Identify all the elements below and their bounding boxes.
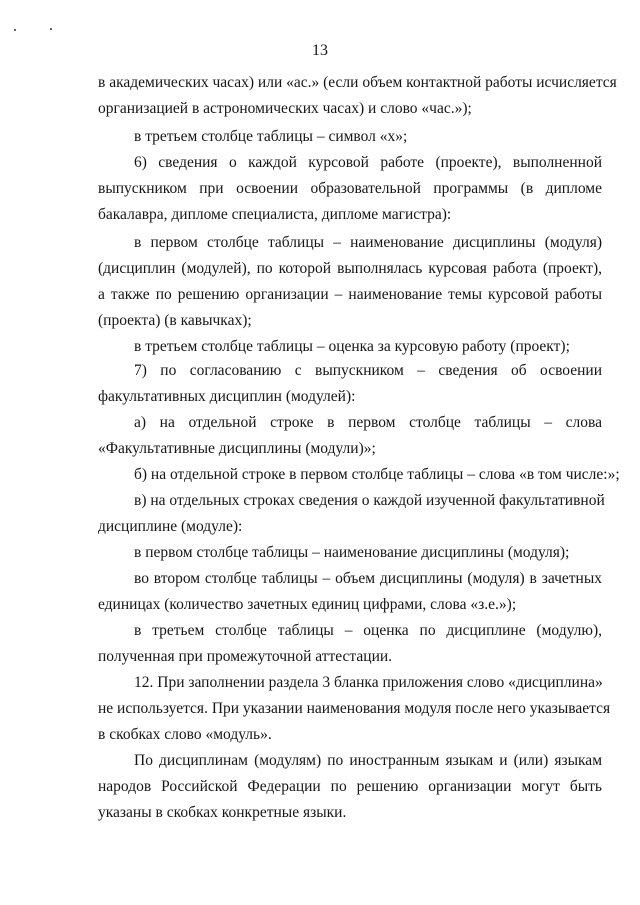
text-line: указаны в скобках конкретные языки. [98,804,347,821]
text-line: 7) по согласованию с выпускником – сведения об освоении [134,362,602,379]
text-line: не используется. При указании наименования модуля после него указывается [98,700,611,717]
text-line: 12. При заполнении раздела 3 бланка приложения слово «дисциплина» [134,674,603,691]
text-line: а также по решению организации – наименование темы курсовой работы [98,286,602,303]
text-line: (дисциплин (модулей), по которой выполнялась курсовая работа (проект), [98,260,602,277]
text-line: в) на отдельных строках сведения о каждой изученной факультативной [134,492,605,509]
text-line: в академических часах) или «ас.» (если объем контактной работы исчисляется [98,74,617,91]
text-line: б) на отдельной строке в первом столбце таблицы – слова «в том числе:»; [134,466,620,483]
text-line: (проекта) (в кавычках); [98,312,252,329]
text-line: в скобках слово «модуль». [98,726,272,743]
text-line: а) на отдельной строке в первом столбце таблицы – слова [134,414,602,431]
text-line: в третьем столбце таблицы – символ «х»; [134,128,408,145]
text-line: дисциплине (модуле): [98,518,243,535]
text-line: в третьем столбце таблицы – оценка по дисциплине (модулю), [134,622,602,639]
text-line: полученная при промежуточной аттестации. [98,648,393,665]
text-line: «Факультативные дисциплины (модули)»; [98,440,376,457]
text-line: факультативных дисциплин (модулей): [98,388,356,405]
text-line: в третьем столбце таблицы – оценка за курсовую работу (проект); [134,338,570,355]
text-line: 6) сведения о каждой курсовой работе (проекте), выполненной [134,154,602,171]
text-line: в первом столбце таблицы – наименование дисциплины (модуля) [134,234,602,251]
scan-speck [50,28,52,30]
text-line: единицах (количество зачетных единиц цифрами, слова «з.е.»); [98,596,517,613]
page-number: 13 [312,42,328,59]
text-line: в первом столбце таблицы – наименование дисциплины (модуля); [134,544,570,561]
text-line: народов Российской Федерации по решению организации могут быть [98,778,602,795]
text-line: во втором столбце таблицы – объем дисциплины (модуля) в зачетных [134,570,602,587]
text-line: бакалавра, дипломе специалиста, дипломе магистра): [98,206,452,223]
text-line: По дисциплинам (модулям) по иностранным языкам и (или) языкам [134,752,602,769]
scan-speck [14,29,16,31]
text-line: организацией в астрономических часах) и слово «час.»); [98,100,472,117]
text-line: выпускником при освоении образовательной программы (в дипломе [98,180,602,197]
